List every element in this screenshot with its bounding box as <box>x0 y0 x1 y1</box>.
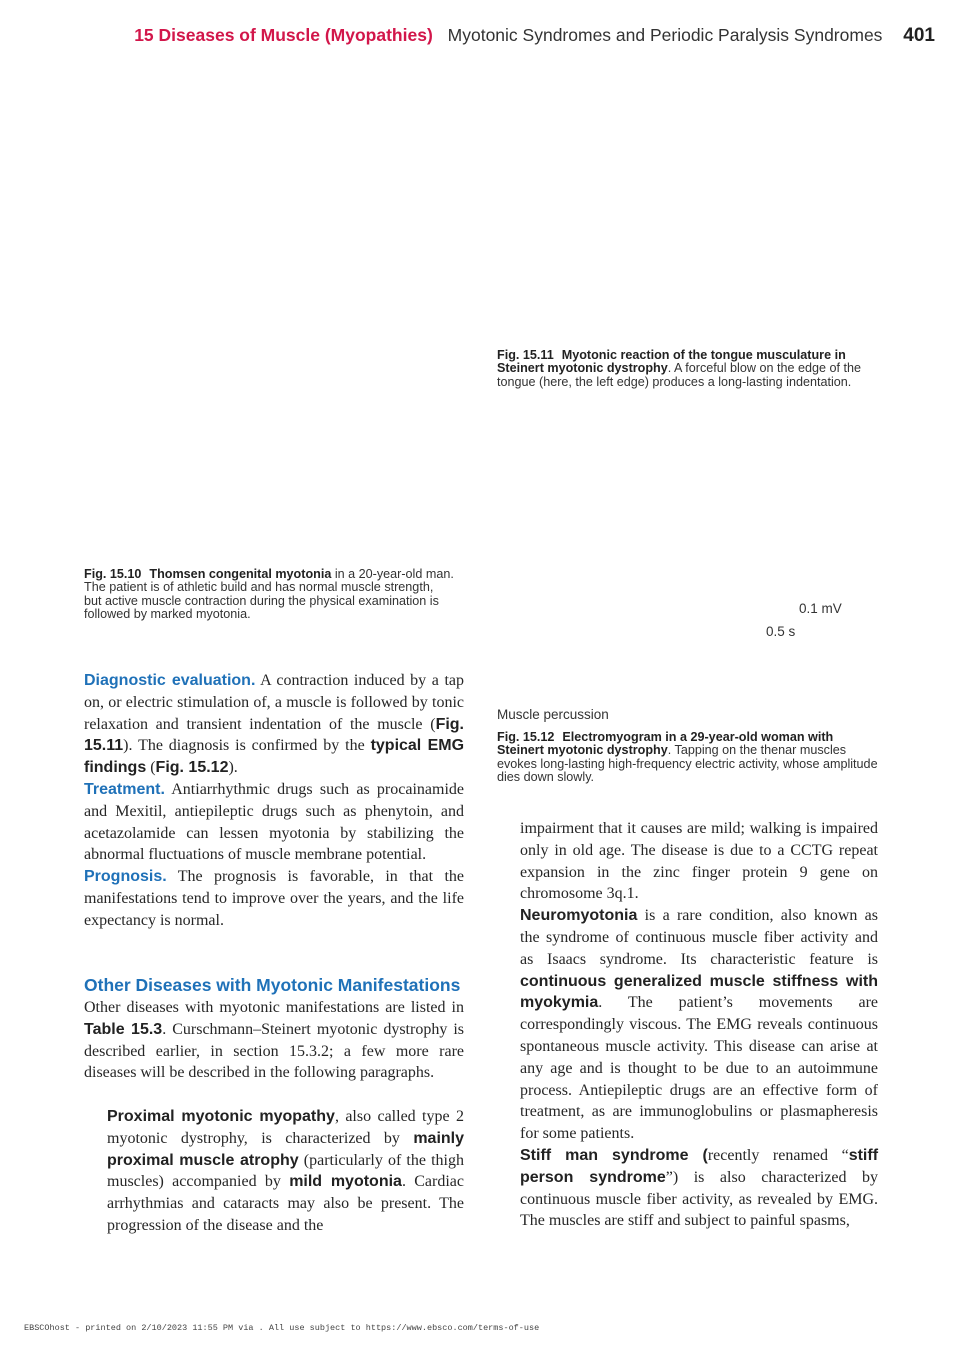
bold-term: Proximal myotonic myopathy <box>107 1108 335 1125</box>
bold-term: stiff person syndrome <box>520 1146 879 1186</box>
emg-amplitude-scale-label: 0.1 mV <box>799 601 842 616</box>
text-run: ). <box>228 759 238 777</box>
bold-term: Neuromyotonia <box>520 907 638 925</box>
figure-title: Myotonic reaction of the tongue musculature in Steinert myotonic dystrophy <box>497 348 846 376</box>
text-run: . Cardiac arrhythmias and cataracts may also be present. The progression of the disease and the <box>107 1173 465 1234</box>
text-run: Other diseases with myotonic manifestations are listed in <box>84 999 464 1016</box>
text-run: , also called type 2 myotonic dystrophy, is characterized by <box>107 1108 464 1147</box>
bold-term: Stiff man syndrome ( <box>520 1146 708 1164</box>
left-column-top <box>84 670 464 932</box>
text-run: impairment that it causes are mild; walking is impaired only in old age. The disease is due to a CCTG repeat expansion in the zinc finger protein 9 gene on chromosome 3q.1. <box>520 820 878 903</box>
run-in-heading: Prognosis. <box>84 868 167 886</box>
figure-title: Thomsen congenital myotonia <box>149 567 332 581</box>
figure-title: Electromyogram in a 29-year-old woman with Steinert myotonic dystrophy <box>497 730 834 758</box>
running-header <box>0 25 935 47</box>
bold-term: continuous generalized muscle stiffness with myokymia <box>520 972 878 1012</box>
paragraph-continuation <box>520 818 878 905</box>
bold-term: mainly proximal muscle atrophy <box>107 1129 464 1169</box>
text-run: ). The diagnosis is confirmed by the <box>123 737 371 755</box>
text-run: A contraction induced by a tap on, or electric stimulation of, a muscle is followed by tonic relaxation and transient indentation of the muscle ( <box>84 672 464 733</box>
paragraph-treatment <box>84 779 464 866</box>
figure-text: . Tapping on the thenar muscles evokes long-lasting high-frequency electric activity, whose amplitude dies down slowly. <box>497 743 878 785</box>
paragraph-diagnostic-evaluation <box>84 670 464 779</box>
paragraph-stiff-man-syndrome <box>520 1145 878 1232</box>
text-run: . Curschmann–Steinert myotonic dystrophy is described earlier, in section 15.3.2; a few more rare diseases will be described in the following paragraphs. <box>84 1020 465 1082</box>
left-column-middle <box>84 997 464 1084</box>
paragraph-other-diseases <box>84 997 464 1084</box>
chapter-title: 15 Diseases of Muscle (Myopathies) <box>134 25 433 45</box>
figure-number: Fig. 15.12 <box>497 730 555 744</box>
figure-text: in a 20-year-old man. The patient is of athletic build and has normal muscle strength, but active muscle contraction during the physical examination is followed by marked myotonia. <box>84 567 454 622</box>
figure-caption-15-11 <box>497 349 882 389</box>
paragraph-neuromyotonia <box>520 905 878 1145</box>
text-run: ”) is also characterized by continuous muscle fiber activity, as revealed by EMG. The muscles are stiff and subject to painful spasms, <box>520 1168 878 1230</box>
text-run: recently renamed “ <box>707 1146 849 1164</box>
text-run: ( <box>146 759 156 777</box>
run-in-heading: Diagnostic evaluation. <box>84 672 256 689</box>
paragraph-proximal-myotonic-myopathy <box>107 1106 464 1237</box>
figure-caption-15-10 <box>84 568 454 622</box>
left-column-bottom <box>107 1106 464 1237</box>
paragraph-prognosis <box>84 866 464 931</box>
text-run: Antiarrhythmic drugs such as procainamide and Mexitil, antiepileptic drugs such as phenytoin, and acetazolamide can lessen myotonia by stabilizing the abnormal fluctuations of muscle membrane potential. <box>84 780 464 864</box>
emg-percussion-label: Muscle percussion <box>497 707 609 722</box>
section-title: Myotonic Syndromes and Periodic Paralysis Syndromes <box>447 25 883 45</box>
emg-time-scale-label: 0.5 s <box>766 624 796 639</box>
text-run: (particularly of the thigh muscles) accompanied by <box>107 1151 465 1191</box>
figure-caption-15-12 <box>497 731 882 785</box>
bold-term: typical EMG findings <box>84 737 465 777</box>
page-number: 401 <box>903 25 935 46</box>
figure-reference: Fig. 15.11 <box>84 715 464 755</box>
table-reference: Table 15.3 <box>84 1020 163 1038</box>
print-footer: EBSCOhost - printed on 2/10/2023 11:55 PM via . All use subject to https://www.ebsco.com/terms-of-use <box>24 1323 540 1333</box>
run-in-heading: Treatment. <box>84 780 165 798</box>
figure-number: Fig. 15.11 <box>497 348 554 362</box>
section-heading: Other Diseases with Myotonic Manifestations <box>84 975 461 995</box>
bold-term: mild myotonia <box>289 1173 402 1191</box>
figure-reference: Fig. 15.12 <box>155 759 229 777</box>
figure-number: Fig. 15.10 <box>84 567 142 581</box>
right-column <box>520 818 878 1232</box>
text-run: The prognosis is favorable, in that the manifestations tend to improve over the years, and the life expectancy is normal. <box>84 868 464 929</box>
text-run: . The patient’s movements are correspondingly viscous. The EMG reveals continuous spontaneous muscle activity. This disease can arise at any age and is thought to be due to an autoimmune process. Antiepileptic drugs are an effective form of treatment, as are immunoglobulins or plasmapheresis for some patients. <box>520 994 878 1143</box>
figure-text: . A forceful blow on the edge of the tongue (here, the left edge) produces a long-lasting indentation. <box>497 361 861 389</box>
text-run: is a rare condition, also known as the syndrome of continuous muscle fiber activity and as Isaacs syndrome. Its characteristic feature is <box>520 907 878 968</box>
